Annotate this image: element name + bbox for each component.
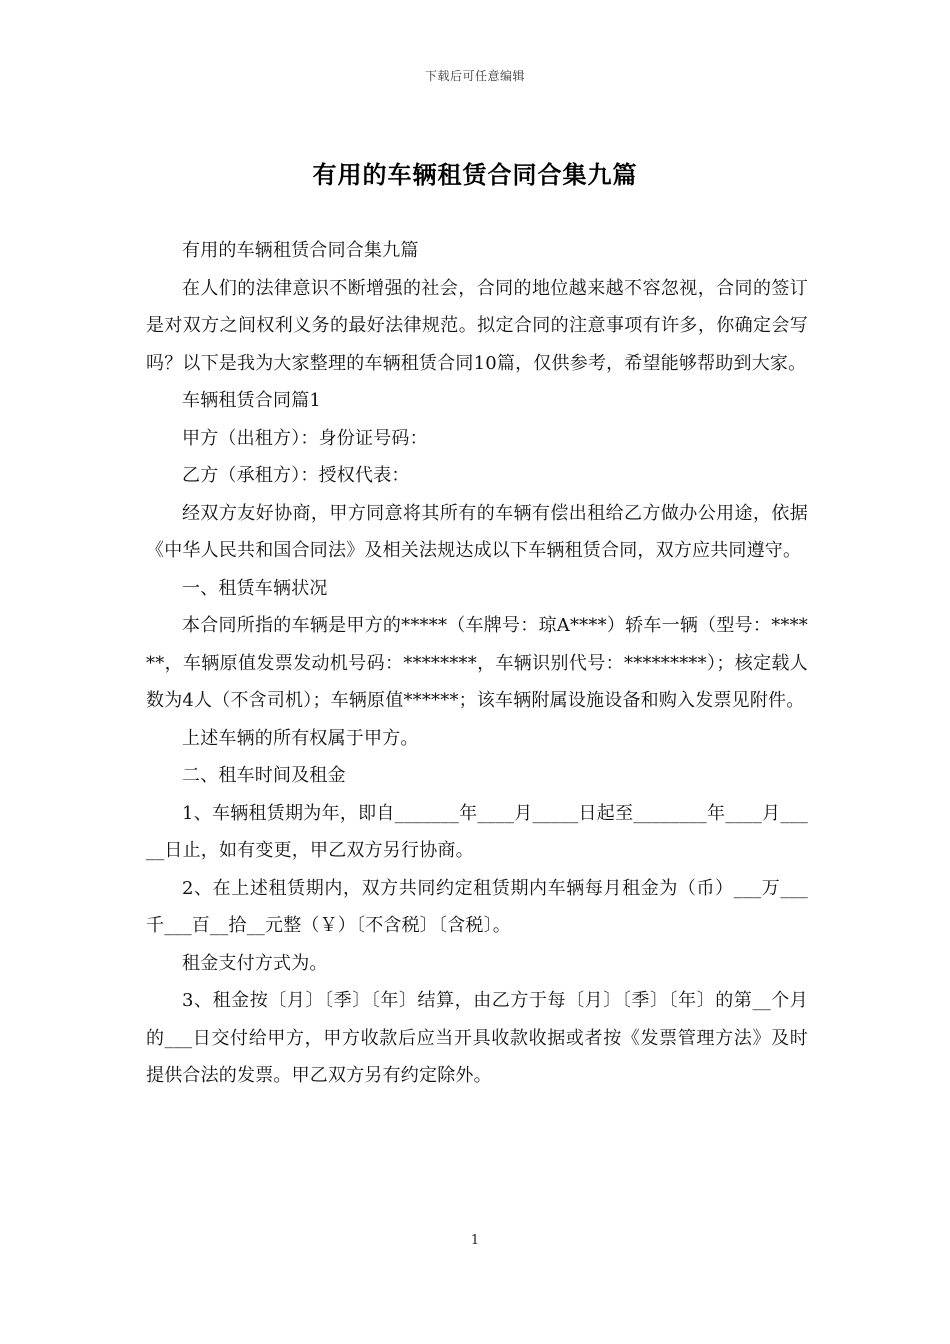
paragraph-party-a: 甲方（出租方）：身份证号码：: [182, 427, 428, 449]
paragraph-party-b: 乙方（承租方）：授权代表：: [182, 465, 410, 486]
paragraph-term: 1、车辆租赁期为年，即自_______年____月_____日起至________年____月_____日止，如有变更，甲乙双方另行协商。: [146, 802, 808, 861]
paragraph-rent-amount: 2、在上述租赁期内，双方共同约定租赁期内车辆每月租金为（币）___万___千___百__拾__元整（￥）〔不含税〕〔含税〕。: [146, 877, 808, 936]
paragraph-ownership: 上述车辆的所有权属于甲方。: [182, 727, 419, 749]
page-number: 1: [470, 1233, 480, 1248]
paragraph-vehicle-details: 本合同所指的车辆是甲方的*****（车牌号：琼A****）轿车一辆（型号：******，车辆原值发票发动机号码：********，车辆识别代号：*********）；核定载人数为4人（不含司机）；车辆原值******；该车辆附属设施设备和购入发票见附件。: [146, 615, 808, 711]
paragraph-contract-heading: 车辆租赁合同篇1: [182, 390, 322, 411]
paragraph-settlement: 3、租金按〔月〕〔季〕〔年〕结算，由乙方于每〔月〕〔季〕〔年〕的第__个月的___日交付给甲方，甲方收款后应当开具收款收据或者按《发票管理方法》及时提供合法的发票。甲乙双方另有约定除外。: [146, 990, 808, 1086]
document-title: 有用的车辆租赁合同合集九篇: [312, 161, 638, 189]
paragraph-payment-method: 租金支付方式为。: [182, 952, 328, 974]
document-body: [146, 232, 808, 1095]
paragraph-intro: 在人们的法律意识不断增强的社会，合同的地位越来越不容忽视，合同的签订是对双方之间权利义务的最好法律规范。拟定合同的注意事项有许多，你确定会写吗？以下是我为大家整理的车辆租赁合同10篇，仅供参考，希望能够帮助到大家。: [146, 277, 808, 374]
section-heading-vehicle: 一、租赁车辆状况: [182, 577, 328, 599]
header-note: 下载后可任意编辑: [424, 69, 525, 83]
paragraph-subtitle: 有用的车辆租赁合同合集九篇: [182, 240, 419, 261]
paragraph-agreement: 经双方友好协商，甲方同意将其所有的车辆有偿出租给乙方做办公用途，依据《中华人民共和国合同法》及相关法规达成以下车辆租赁合同，双方应共同遵守。: [146, 502, 808, 561]
section-heading-rent: 二、租车时间及租金: [182, 765, 346, 786]
